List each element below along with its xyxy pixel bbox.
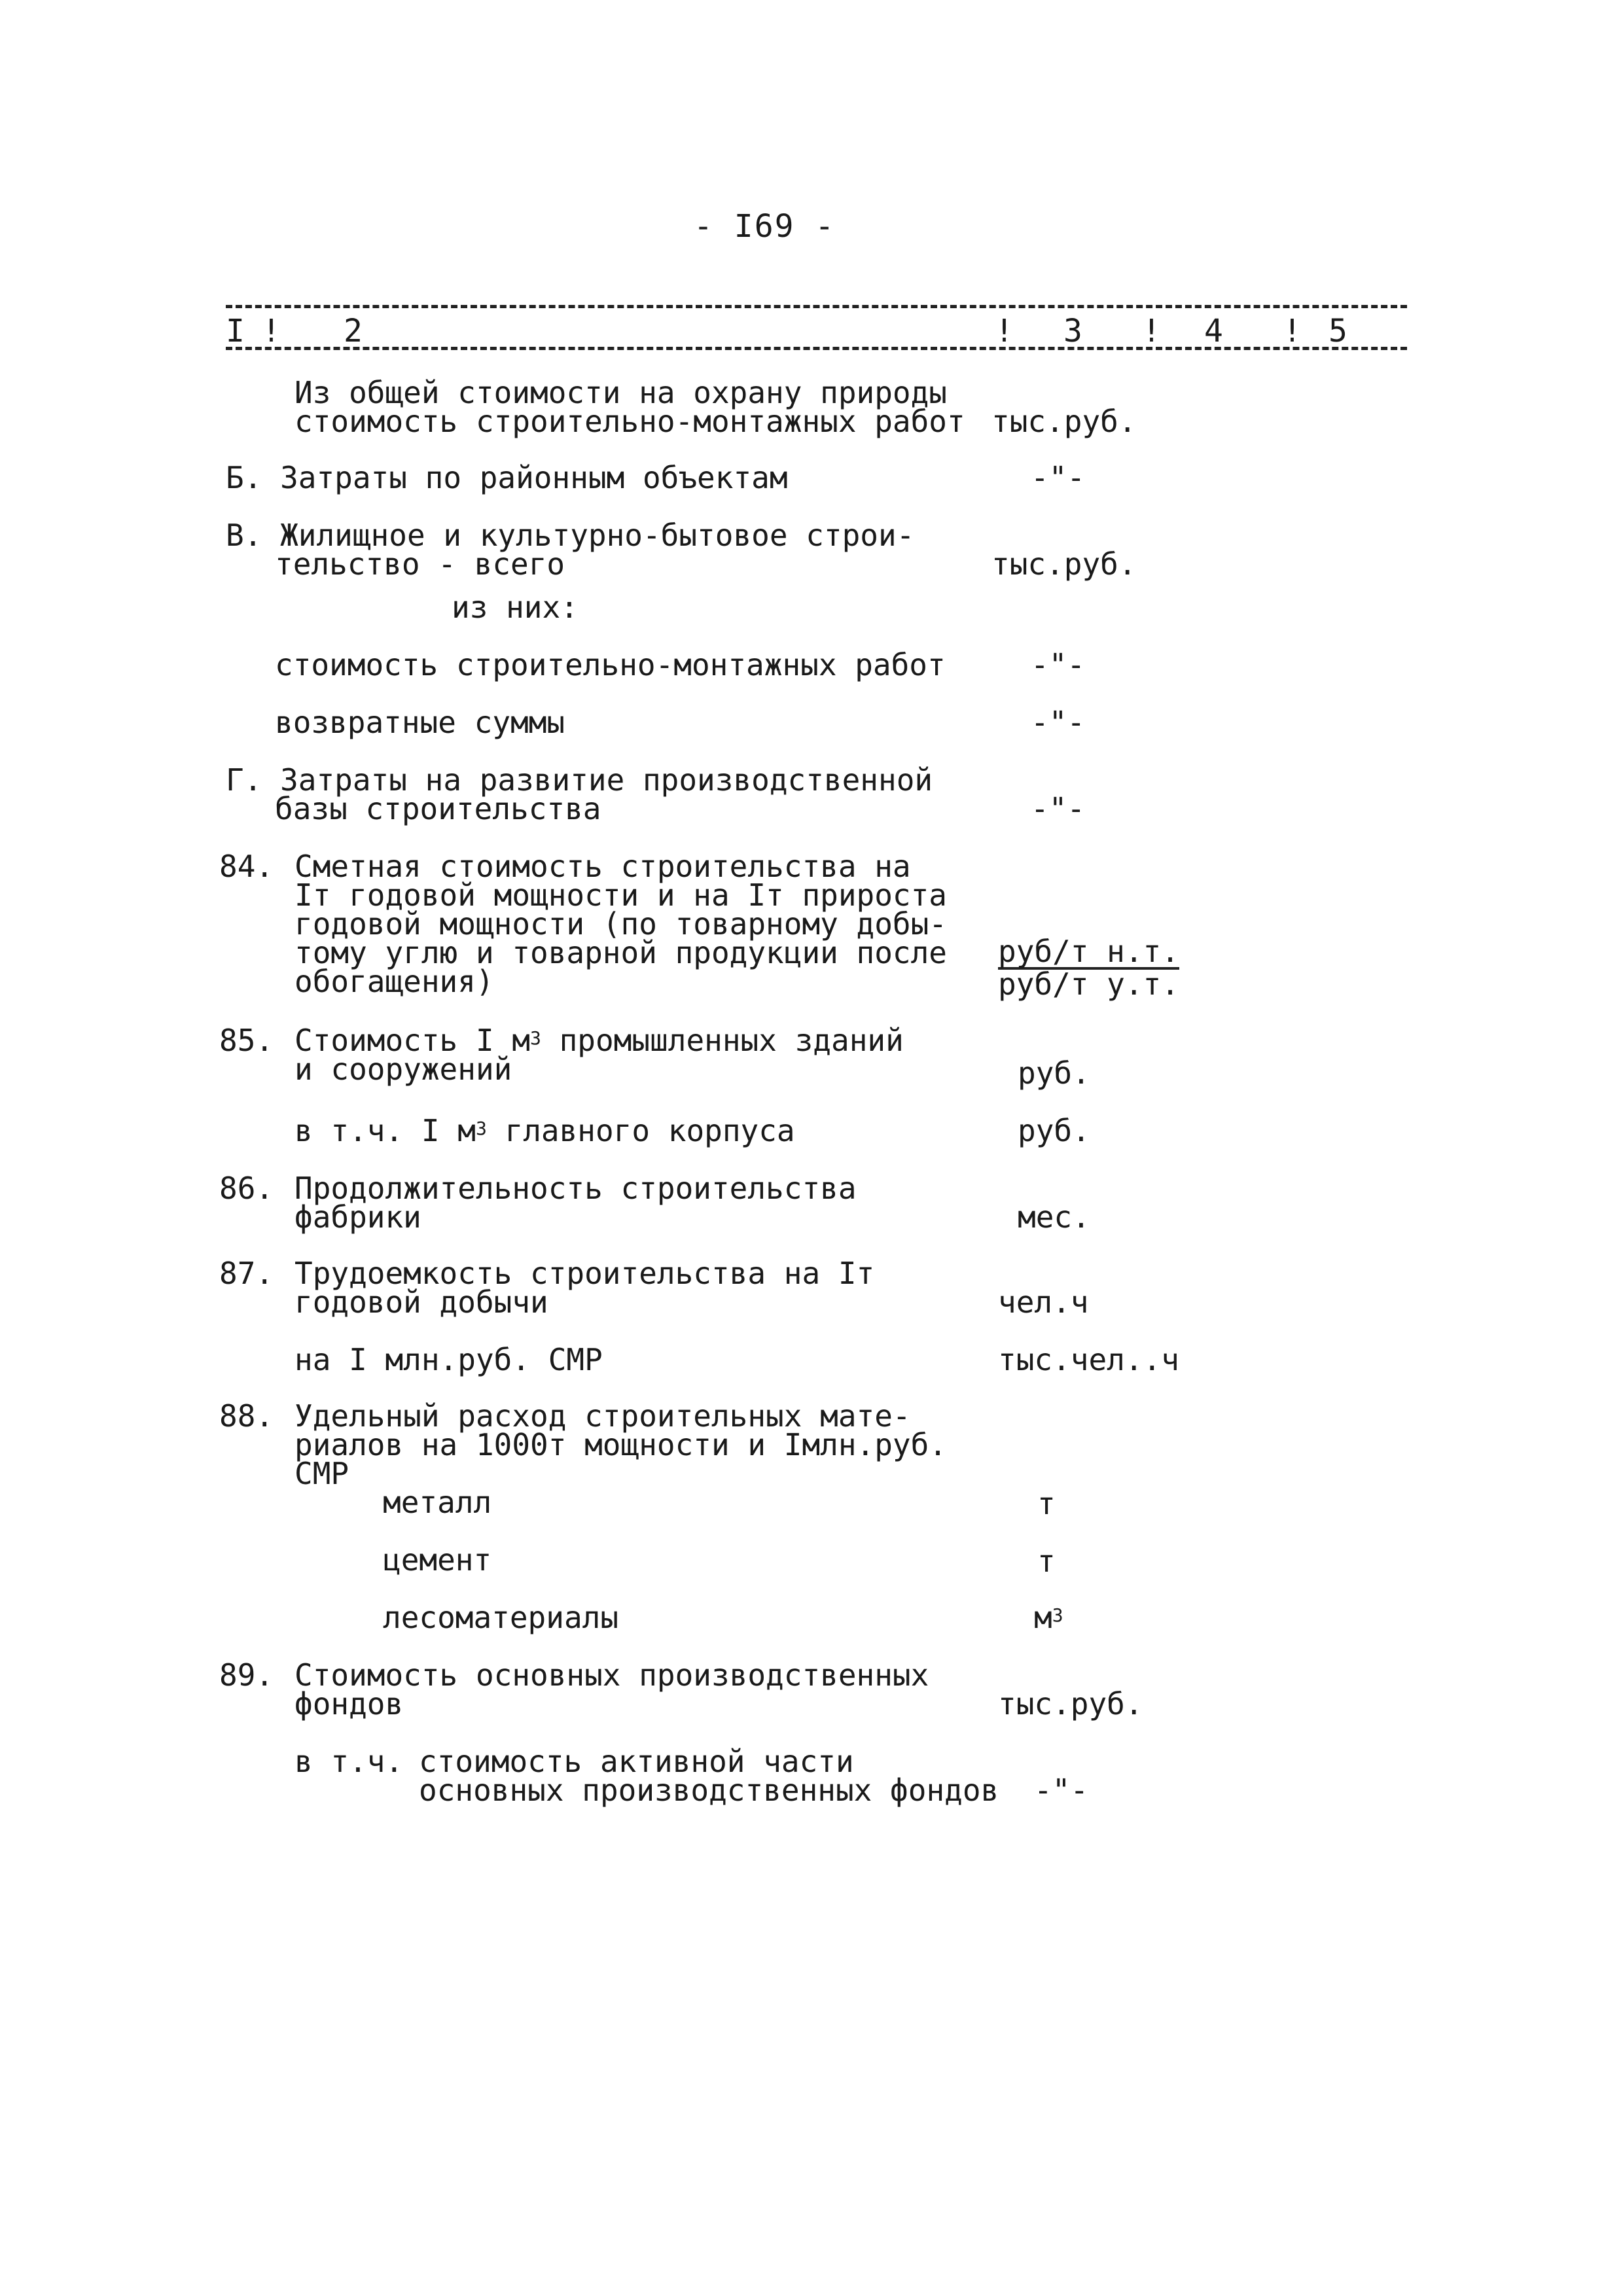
row-86-unit: мес. bbox=[1018, 1199, 1090, 1235]
row-84-line4: тому углю и товарной продукции после bbox=[294, 935, 947, 970]
row-84-line2: Iт годовой мощности и на Iт прироста bbox=[294, 877, 947, 913]
row-89-number: 89. bbox=[219, 1657, 274, 1693]
row-g-production-base-line2: базы строительства bbox=[275, 791, 601, 826]
row-88-timber-unit-superscript: 3 bbox=[1052, 1604, 1063, 1626]
row-88-timber: лесоматериалы bbox=[383, 1600, 619, 1635]
row-87-number: 87. bbox=[219, 1256, 274, 1291]
header-top-rule bbox=[226, 305, 1407, 308]
row-85-line1-a: Стоимость I м bbox=[294, 1023, 531, 1058]
row-85b-b: главного корпуса bbox=[486, 1113, 795, 1148]
row-g-unit: -"- bbox=[1031, 791, 1086, 826]
header-bottom-rule bbox=[226, 347, 1407, 350]
row-88-cement: цемент bbox=[383, 1542, 492, 1578]
row-88-line1: Удельный расход строительных мате- bbox=[294, 1398, 911, 1434]
row-89-active-unit: -"- bbox=[1034, 1773, 1089, 1808]
header-sep-1: ! bbox=[262, 313, 281, 349]
row-returnable-sums: возвратные суммы bbox=[275, 705, 565, 740]
row-env-cost-line2: стоимость строительно-монтажных работ bbox=[294, 404, 965, 439]
row-85-cubic-superscript: 3 bbox=[530, 1027, 541, 1049]
row-86-line2: фабрики bbox=[294, 1199, 421, 1235]
row-89-active-line1: стоимость активной части bbox=[419, 1744, 854, 1779]
row-env-cost-unit: тыс.руб. bbox=[991, 404, 1137, 439]
row-84-number: 84. bbox=[219, 849, 274, 884]
row-v-unit: тыс.руб. bbox=[991, 546, 1137, 582]
row-84-unit-numerator: руб/т н.т. bbox=[998, 934, 1179, 969]
row-88-timber-unit-base: м bbox=[1034, 1600, 1052, 1635]
row-85-number: 85. bbox=[219, 1023, 274, 1058]
row-env-cost-line1: Из общей стоимости на охрану природы bbox=[294, 375, 947, 410]
row-87-line1: Трудоемкость строительства на Iт bbox=[294, 1256, 875, 1291]
row-87-unit: чел.ч bbox=[998, 1284, 1089, 1320]
row-89-line2: фондов bbox=[294, 1686, 404, 1722]
row-86-line1: Продолжительность строительства bbox=[294, 1171, 857, 1206]
row-88-metal: металл bbox=[383, 1485, 492, 1520]
row-85-unit: руб. bbox=[1018, 1055, 1090, 1091]
row-88-cement-unit: т bbox=[1037, 1544, 1056, 1579]
row-v-subheading: из них: bbox=[452, 590, 579, 625]
row-v-housing-line1: В. Жилищное и культурно-бытовое строи- bbox=[226, 518, 915, 553]
row-g-production-base-line1: Г. Затраты на развитие производственной bbox=[226, 762, 933, 798]
row-84-line5: обогащения) bbox=[294, 964, 494, 999]
header-col-4: 4 bbox=[1204, 313, 1223, 349]
header-col-3: 3 bbox=[1063, 313, 1082, 349]
row-87-per-million-unit: тыс.чел..ч bbox=[998, 1342, 1179, 1377]
row-89-unit: тыс.руб. bbox=[998, 1686, 1143, 1722]
row-87-per-million: на I млн.руб. СМР bbox=[294, 1342, 603, 1377]
row-84-unit-denominator: руб/т у.т. bbox=[998, 966, 1179, 1002]
row-84-line1: Сметная стоимость строительства на bbox=[294, 849, 911, 884]
row-85-main-building-unit: руб. bbox=[1018, 1113, 1090, 1148]
header-sep-3: ! bbox=[1142, 313, 1161, 349]
row-b-unit: -"- bbox=[1031, 460, 1086, 495]
row-85b-cubic-superscript: 3 bbox=[475, 1118, 487, 1139]
header-col-2: 2 bbox=[344, 313, 363, 349]
row-b-district-objects: Б. Затраты по районным объектам bbox=[226, 460, 788, 495]
row-v-housing-line2: тельство - всего bbox=[275, 546, 565, 582]
row-84-line3: годовой мощности (по товарному добы- bbox=[294, 906, 947, 942]
row-construction-works: стоимость строительно-монтажных работ bbox=[275, 647, 946, 682]
row-89-line1: Стоимость основных производственных bbox=[294, 1657, 929, 1693]
row-85-line1-b: промышленных зданий bbox=[541, 1023, 904, 1058]
header-sep-2: ! bbox=[995, 313, 1014, 349]
row-88-line2: риалов на 1000т мощности и Iмлн.руб. bbox=[294, 1427, 947, 1462]
header-col-1: I bbox=[226, 313, 245, 349]
row-88-metal-unit: т bbox=[1037, 1486, 1056, 1521]
header-sep-4: ! bbox=[1283, 313, 1302, 349]
row-87-line2: годовой добычи bbox=[294, 1284, 548, 1320]
header-col-5: 5 bbox=[1329, 313, 1347, 349]
row-88-line3: СМР bbox=[294, 1456, 349, 1491]
row-85-line2: и сооружений bbox=[294, 1051, 512, 1087]
row-returnable-sums-unit: -"- bbox=[1031, 705, 1086, 740]
row-89-active-prefix: в т.ч. bbox=[294, 1744, 404, 1779]
page-number: - I69 - bbox=[694, 208, 836, 245]
row-85-main-building bbox=[294, 1113, 795, 1150]
row-88-timber-unit bbox=[1034, 1600, 1063, 1636]
row-86-number: 86. bbox=[219, 1171, 274, 1206]
row-89-active-line2: основных производственных фондов bbox=[419, 1773, 999, 1808]
row-88-number: 88. bbox=[219, 1398, 274, 1434]
row-construction-works-unit: -"- bbox=[1031, 647, 1086, 682]
row-85b-a: в т.ч. I м bbox=[294, 1113, 476, 1148]
